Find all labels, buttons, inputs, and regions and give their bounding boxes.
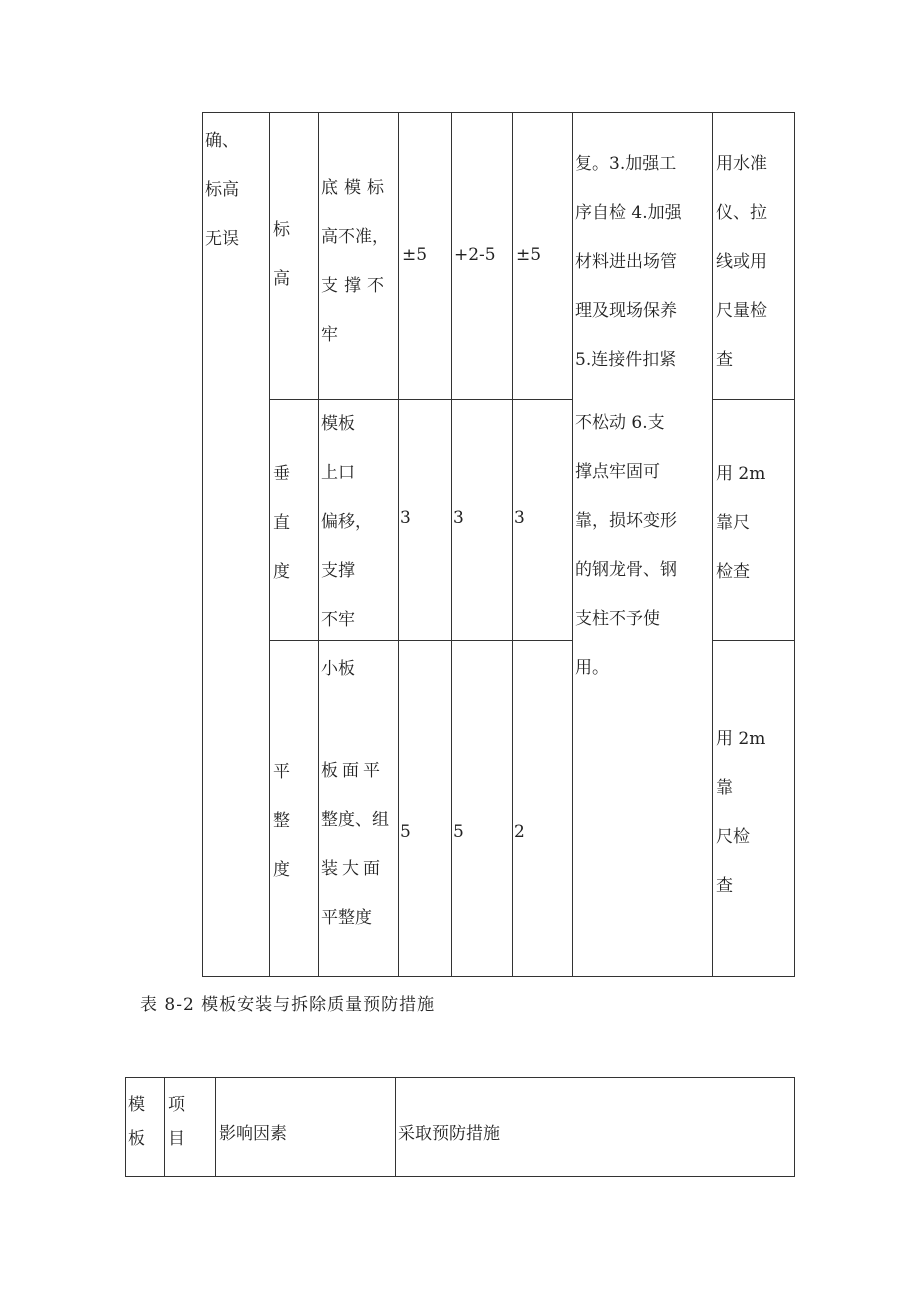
table-2-header-item <box>168 1088 185 1156</box>
table-2-col-border <box>164 1077 165 1177</box>
table-2-col-border <box>395 1077 396 1177</box>
item-char: 平 <box>273 762 290 782</box>
table-1-row-divider <box>712 399 795 400</box>
row-2-check-cell <box>716 450 765 597</box>
factor-line: 不牢 <box>321 610 355 630</box>
table-1-col-border <box>451 112 452 977</box>
table-2-col-border <box>794 1077 795 1177</box>
measure-line: 靠，损坏变形 <box>575 511 677 531</box>
measure-line: 的钢龙骨、钢 <box>575 560 677 580</box>
measures-cell <box>575 140 682 693</box>
header-char: 模 <box>128 1095 145 1115</box>
check-line: 靠尺 <box>716 513 750 533</box>
goal-line: 确、 <box>205 131 239 151</box>
row-1-value-2: +2-5 <box>454 245 496 265</box>
table-1-col-border <box>318 112 319 977</box>
check-line: 查 <box>716 350 733 370</box>
row-3-check-cell <box>716 715 765 911</box>
item-char: 度 <box>273 562 290 582</box>
check-line: 用 2m <box>716 729 766 749</box>
check-line: 尺检 <box>716 827 750 847</box>
table-1-col-border <box>202 112 203 977</box>
header-char: 板 <box>128 1129 145 1149</box>
check-line: 仪、拉 <box>716 203 767 223</box>
row-3-value-3: 2 <box>514 822 525 842</box>
table-caption: 表 8-2 模板安装与拆除质量预防措施 <box>140 995 436 1015</box>
row-1-factor-cell <box>321 164 390 360</box>
item-char: 度 <box>273 860 290 880</box>
table-2-top-border <box>125 1077 795 1078</box>
measure-line: 理及现场保养 <box>575 301 677 321</box>
goal-line: 标高 <box>205 180 239 200</box>
factor-line: 偏移， <box>321 512 372 532</box>
table-1-col-border <box>512 112 513 977</box>
check-line: 用 2m <box>716 464 766 484</box>
factor-line: 装大面 <box>321 859 384 879</box>
row-3-value-1: 5 <box>400 822 411 842</box>
table-1-col-border <box>794 112 795 977</box>
table-1-col-border <box>269 112 270 977</box>
table-1-row-divider <box>269 399 573 400</box>
row-1-item-cell <box>273 206 290 304</box>
measure-line: 复。3.加强工 <box>575 154 677 174</box>
factor-line: 模板 <box>321 414 355 434</box>
check-line: 检查 <box>716 562 750 582</box>
check-line: 用水准 <box>716 154 767 174</box>
table-2-bottom-border <box>125 1176 795 1177</box>
factor-line: 支撑不 <box>321 276 390 296</box>
table-1-top-border <box>202 112 795 113</box>
measure-line: 不松动 6.支 <box>575 413 665 433</box>
factor-line: 高不准， <box>321 227 389 247</box>
table-1-row-divider <box>712 640 795 641</box>
measure-line: 撑点牢固可 <box>575 462 660 482</box>
table-2-header-measures: 采取预防措施 <box>398 1124 500 1144</box>
row-1-check-cell <box>716 140 767 385</box>
check-line: 靠 <box>716 778 733 798</box>
header-char: 项 <box>168 1095 185 1115</box>
factor-line: 上口 <box>321 463 355 483</box>
table-2-header-factors: 影响因素 <box>219 1124 287 1144</box>
factor-line: 牢 <box>321 325 344 345</box>
table-1-bottom-border <box>202 976 795 977</box>
table-2-col-border <box>215 1077 216 1177</box>
row-3-factor-top: 小板 <box>321 659 355 679</box>
measure-line: 5.连接件扣紧 <box>575 350 677 370</box>
item-char: 高 <box>273 269 290 289</box>
check-line: 线或用 <box>716 252 767 272</box>
row-1-value-3: ±5 <box>516 245 542 265</box>
row-1-value-1: ±5 <box>402 245 428 265</box>
row-3-value-2: 5 <box>453 822 464 842</box>
factor-line: 平整度 <box>321 908 372 928</box>
row-2-value-1: 3 <box>400 508 411 528</box>
table-2-col-border <box>125 1077 126 1177</box>
measure-line: 用。 <box>575 658 609 678</box>
table-1-row-divider <box>269 640 573 641</box>
row-2-item-cell <box>273 450 290 597</box>
row-2-factor-cell <box>321 400 372 645</box>
table-2-header-formwork <box>128 1088 145 1156</box>
factor-line: 板面平 <box>321 761 384 781</box>
check-line: 尺量检 <box>716 301 767 321</box>
factor-line: 底模标 <box>321 178 390 198</box>
table-1-goal-cell <box>205 117 239 264</box>
measure-line: 序自检 4.加强 <box>575 203 682 223</box>
goal-line: 无误 <box>205 229 239 249</box>
row-2-value-3: 3 <box>514 508 525 528</box>
table-1-col-border <box>398 112 399 977</box>
header-char: 目 <box>168 1129 185 1149</box>
table-1-col-border <box>712 112 713 977</box>
item-char: 整 <box>273 811 290 831</box>
row-2-value-2: 3 <box>453 508 464 528</box>
factor-line: 整度、组 <box>321 810 389 830</box>
measure-line: 支柱不予使 <box>575 609 660 629</box>
row-3-item-cell <box>273 748 290 895</box>
factor-line: 支撑 <box>321 561 355 581</box>
item-char: 垂 <box>273 464 290 484</box>
table-1-col-border <box>572 112 573 977</box>
measure-line: 材料进出场管 <box>575 252 677 272</box>
item-char: 直 <box>273 513 290 533</box>
row-3-factor-cell <box>321 747 389 943</box>
check-line: 查 <box>716 876 733 896</box>
item-char: 标 <box>273 220 290 240</box>
